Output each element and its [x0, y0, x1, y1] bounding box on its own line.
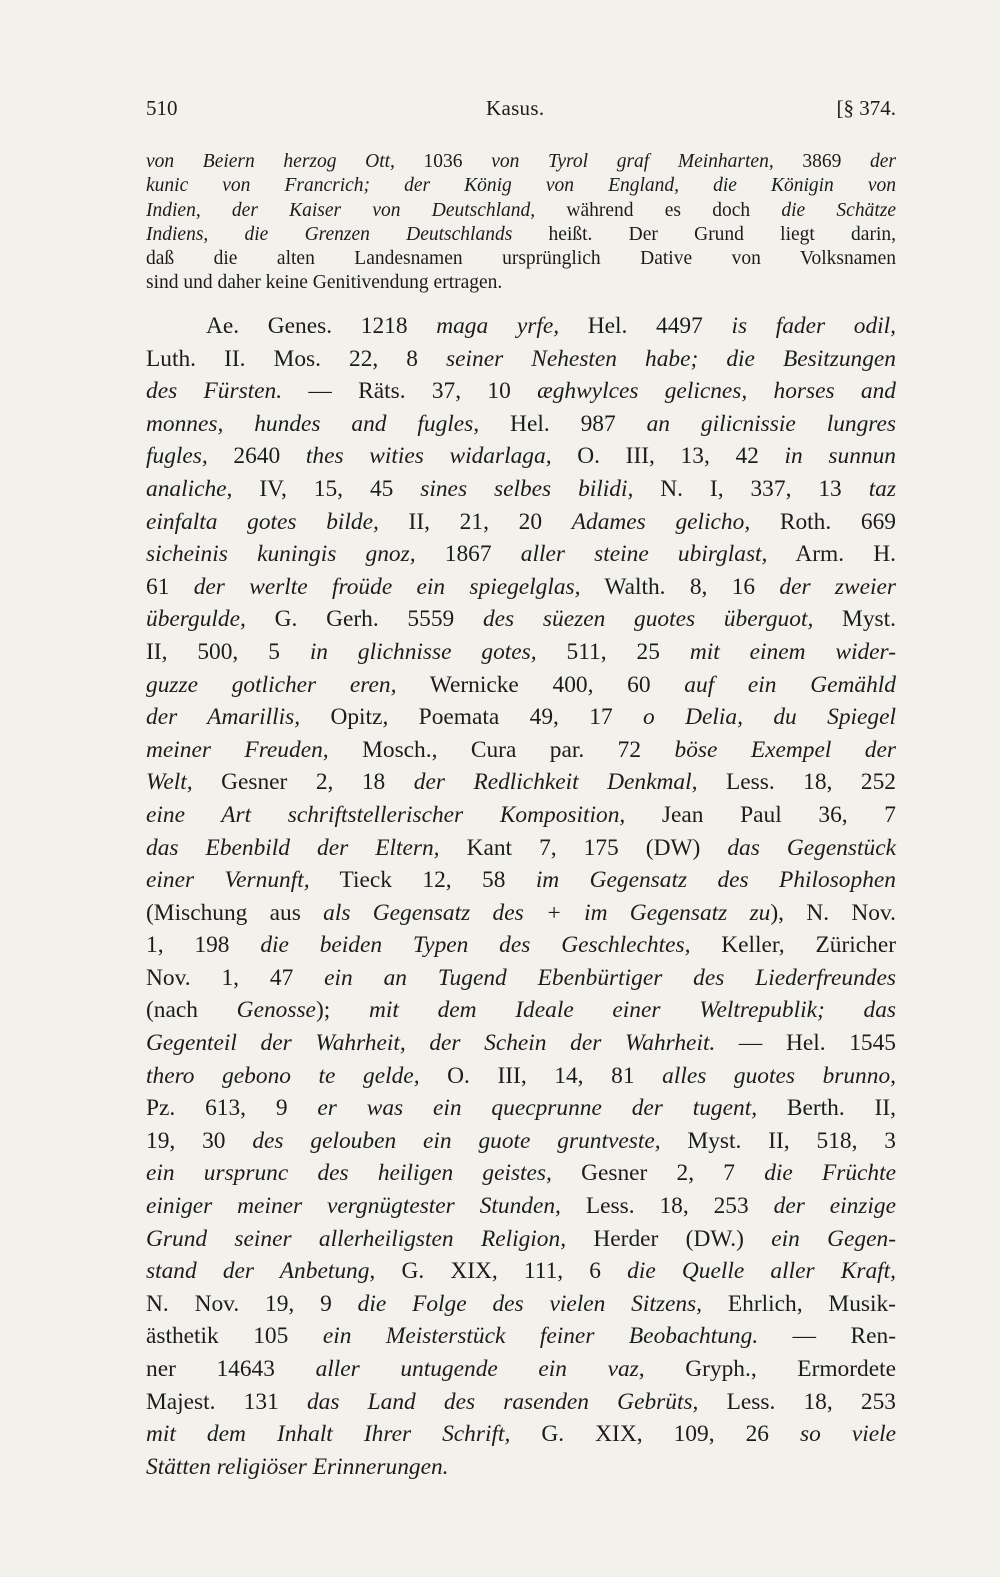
citation-line: II, 500, 5 in glichnisse gotes, 511, 25 mit einem wider-	[146, 638, 896, 665]
citation-line: Welt, Gesner 2, 18 der Redlichkeit Denkmal, Less. 18, 252	[146, 769, 896, 796]
citation-line: stand der Anbetung, G. XIX, 111, 6 die Quelle aller Kraft,	[146, 1258, 897, 1285]
intro-paragraph	[146, 150, 896, 296]
citation-line: monnes, hundes and fugles, Hel. 987 an gilicnissie lungres	[146, 410, 896, 437]
citation-line: einer Vernunft, Tieck 12, 58 im Gegensatz des Philosophen	[146, 867, 896, 894]
running-title: Kasus.	[486, 96, 545, 120]
citation-line: ner 14643 aller untugende ein vaz, Gryph., Ermordete	[146, 1356, 896, 1382]
citation-line: einiger meiner vergnügtester Stunden, Less. 18, 253 der einzige	[146, 1193, 896, 1220]
citation-line: übergulde, G. Gerh. 5559 des süezen guotes überguot, Myst.	[146, 606, 896, 633]
citation-line: ästhetik 105 ein Meisterstück feiner Beobachtung. — Ren-	[146, 1323, 896, 1350]
citation-line: sicheinis kuningis gnoz, 1867 aller steine ubirglast, Arm. H.	[146, 541, 896, 568]
citation-line: einfalta gotes bilde, II, 21, 20 Adames gelicho, Roth. 669	[146, 508, 896, 535]
citation-line: ein ursprunc des heiligen geistes, Gesner 2, 7 die Früchte	[146, 1160, 897, 1187]
citation-line: Gegenteil der Wahrheit, der Schein der Wahrheit. — Hel. 1545	[146, 1030, 896, 1057]
intro-line: kunic von Francrich; der König von England, die Königin von	[146, 175, 896, 197]
citation-line: Ae. Genes. 1218 maga yrfe, Hel. 4497 is fader odil,	[206, 313, 897, 339]
section-reference: [§ 374.	[836, 96, 896, 120]
intro-line: Indiens, die Grenzen Deutschlands heißt. Der Grund liegt darin,	[146, 223, 896, 245]
citation-line: 19, 30 des gelouben ein guote gruntveste, Myst. II, 518, 3	[146, 1127, 897, 1154]
citation-line: Stätten religiöser Erinnerungen.	[146, 1453, 449, 1480]
page-number: 510	[146, 96, 178, 120]
citation-line: (Mischung aus als Gegensatz des + im Gegensatz zu), N. Nov.	[146, 899, 896, 926]
citation-line: mit dem Inhalt Ihrer Schrift, G. XIX, 109, 26 so viele	[146, 1421, 896, 1448]
citation-line: N. Nov. 19, 9 die Folge des vielen Sitzens, Ehrlich, Musik-	[146, 1290, 896, 1317]
running-header	[146, 96, 896, 132]
citation-line: (nach Genosse); mit dem Ideale einer Weltrepublik; das	[146, 997, 896, 1024]
citation-line: thero gebono te gelde, O. III, 14, 81 alles guotes brunno,	[146, 1062, 896, 1089]
intro-line: Indien, der Kaiser von Deutschland, während es doch die Schätze	[146, 199, 896, 221]
citation-line: analiche, IV, 15, 45 sines selbes bilidi, N. I, 337, 13 taz	[146, 475, 896, 502]
citation-line: Majest. 131 das Land des rasenden Gebrüts, Less. 18, 253	[146, 1388, 896, 1415]
citation-line: Grund seiner allerheiligsten Religion, Herder (DW.) ein Gegen-	[146, 1225, 896, 1252]
citation-line: Nov. 1, 47 ein an Tugend Ebenbürtiger des Liederfreundes	[146, 964, 896, 991]
citation-line: das Ebenbild der Eltern, Kant 7, 175 (DW) das Gegenstück	[146, 834, 896, 861]
citation-line: eine Art schriftstellerischer Komposition, Jean Paul 36, 7	[146, 801, 896, 828]
citation-line: 61 der werlte froüde ein spiegelglas, Walth. 8, 16 der zweier	[146, 573, 896, 600]
intro-line: daß die alten Landesnamen ursprünglich Dative von Volksnamen	[146, 248, 896, 270]
citation-line: meiner Freuden, Mosch., Cura par. 72 böse Exempel der	[146, 736, 896, 763]
intro-line: von Beiern herzog Ott, 1036 von Tyrol graf Meinharten, 3869 der	[146, 151, 896, 172]
citation-line: der Amarillis, Opitz, Poemata 49, 17 o Delia, du Spiegel	[146, 704, 896, 731]
intro-line: sind und daher keine Genitivendung ertragen.	[146, 272, 503, 294]
citation-paragraph	[146, 310, 896, 1483]
citation-line: fugles, 2640 thes wities widarlaga, O. III, 13, 42 in sunnun	[146, 443, 897, 470]
citation-line: Pz. 613, 9 er was ein quecprunne der tugent, Berth. II,	[146, 1095, 896, 1122]
citation-line: 1, 198 die beiden Typen des Geschlechtes, Keller, Züricher	[146, 932, 896, 959]
citation-line: Luth. II. Mos. 22, 8 seiner Nehesten habe; die Besitzungen	[146, 345, 896, 372]
citation-line: des Fürsten. — Räts. 37, 10 æghwylces gelicnes, horses and	[146, 378, 896, 405]
citation-line: guzze gotlicher eren, Wernicke 400, 60 auf ein Gemähld	[146, 671, 896, 698]
